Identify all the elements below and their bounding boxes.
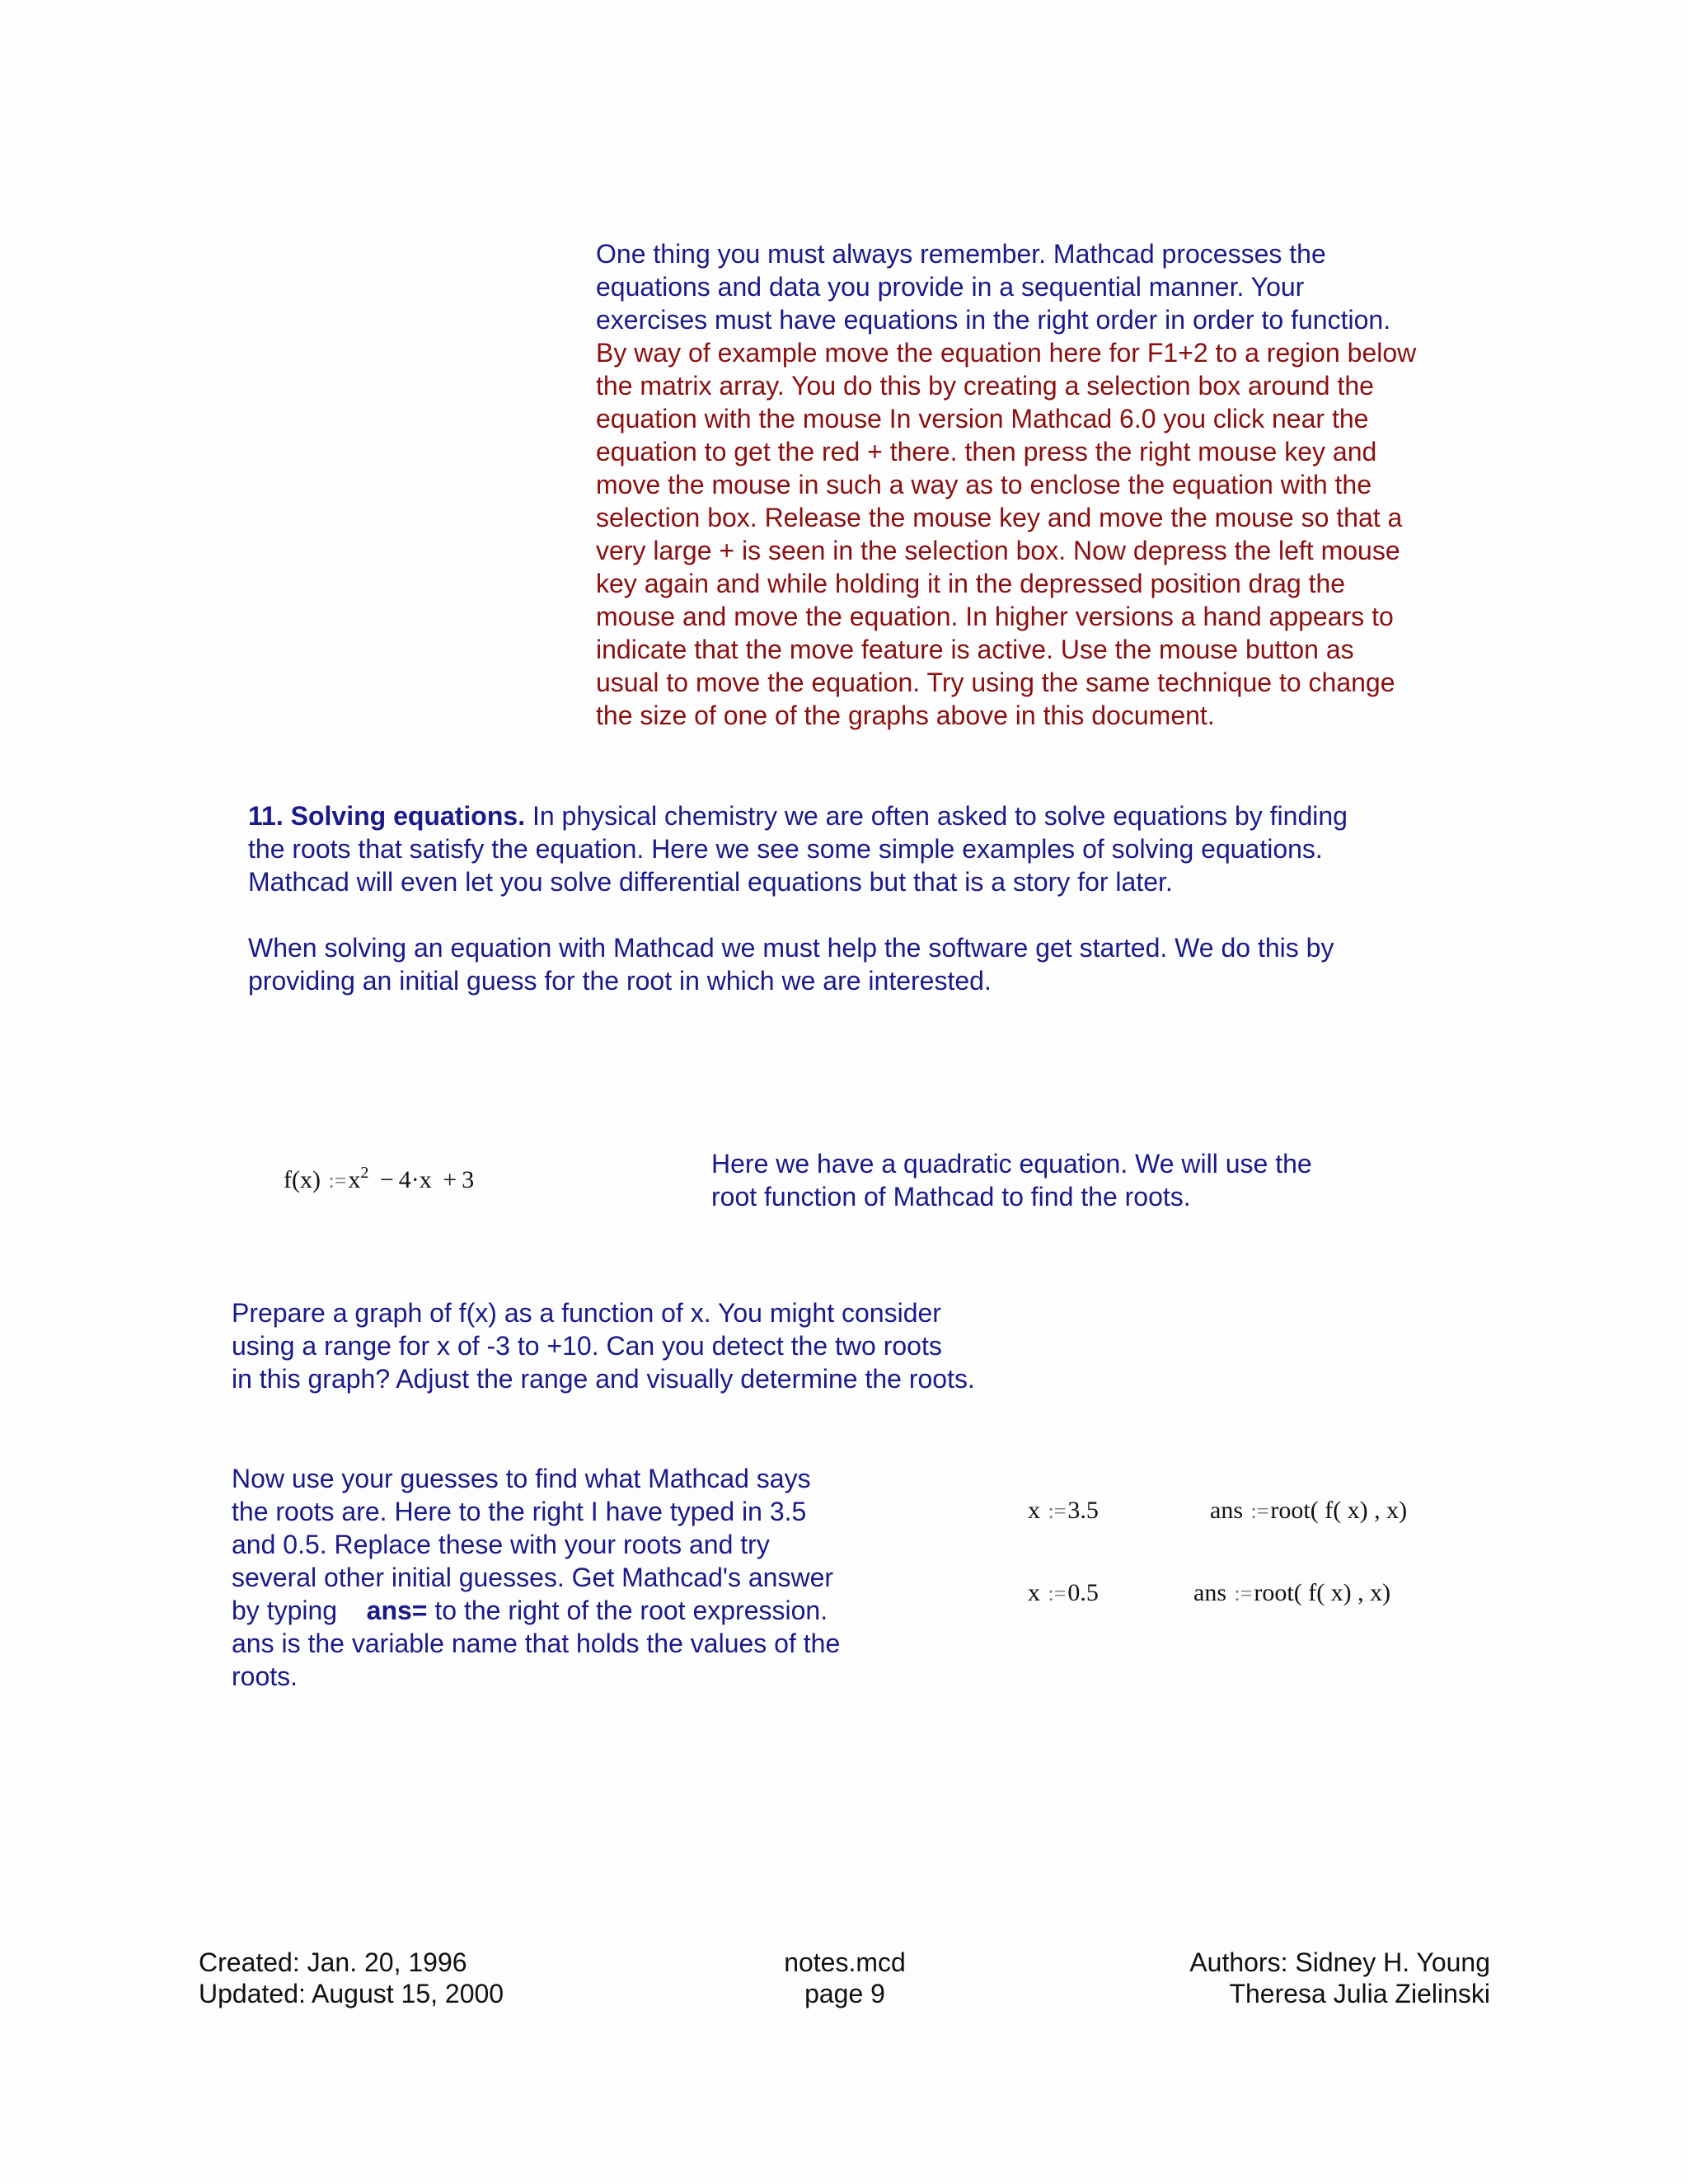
guesses-line: several other initial guesses. Get Mathcad's answer — [232, 1563, 834, 1592]
footer-center — [762, 1947, 927, 2009]
guesses-paragraph — [232, 1462, 840, 1693]
typing-prefix: by typing — [232, 1596, 367, 1625]
graph-instructions — [232, 1296, 975, 1395]
graph-instructions-line: Prepare a graph of f(x) as a function of x. You might consider — [232, 1298, 941, 1328]
root-expression-1[interactable] — [1210, 1496, 1407, 1526]
guess-assignment-1[interactable] — [1028, 1496, 1099, 1526]
minus-operator: − — [379, 1166, 394, 1193]
section-11-line: Mathcad will even let you solve differential equations but that is a story for later. — [248, 867, 1173, 897]
updated-date: Updated: August 15, 2000 — [199, 1979, 504, 2008]
footer-right — [1137, 1947, 1490, 2009]
quadratic-note-line: root function of Mathcad to find the roots. — [711, 1182, 1191, 1212]
assign-operator: := — [1048, 1582, 1067, 1605]
initial-guess-line: When solving an equation with Mathcad we must help the software get started. We do this by — [248, 933, 1334, 963]
ans-keyword: ans= — [366, 1596, 428, 1625]
authors-line-2: Theresa Julia Zielinski — [1229, 1979, 1490, 2008]
example-line: indicate that the move feature is active. Use the mouse button as — [596, 635, 1354, 664]
example-line: very large + is seen in the selection box. Now depress the left mouse — [596, 536, 1400, 565]
file-name: notes.mcd — [784, 1947, 906, 1977]
assign-operator: := — [1250, 1499, 1269, 1523]
root-function-call: root( f( x) , x) — [1254, 1579, 1391, 1606]
root-function-call: root( f( x) , x) — [1270, 1497, 1408, 1524]
guesses-line: the roots are. Here to the right I have typed in 3.5 — [232, 1497, 807, 1526]
intro-paragraph — [596, 237, 1416, 732]
guesses-line: Now use your guesses to find what Mathcad says — [232, 1464, 811, 1493]
graph-instructions-line: using a range for x of -3 to +10. Can you detect the two roots — [232, 1331, 942, 1361]
example-line: usual to move the equation. Try using the same technique to change — [596, 668, 1395, 697]
example-line: By way of example move the equation here for F1+2 to a region below — [596, 338, 1417, 368]
example-line: equation with the mouse In version Mathcad 6.0 you click near the — [596, 404, 1369, 434]
function-exponent: 2 — [360, 1164, 369, 1182]
example-line: selection box. Release the mouse key and move the mouse so that a — [596, 503, 1403, 532]
example-line: key again and while holding it in the depressed position drag the — [596, 569, 1346, 598]
initial-guess-paragraph — [248, 931, 1334, 997]
intro-line: equations and data you provide in a sequential manner. Your — [596, 272, 1305, 302]
page-number: page 9 — [804, 1979, 885, 2008]
plus-operator: + — [443, 1166, 457, 1193]
section-11-first-line — [248, 799, 1348, 832]
intro-line: One thing you must always remember. Mathcad processes the — [596, 239, 1326, 269]
guess-assignment-2[interactable] — [1028, 1578, 1099, 1609]
ans-variable: ans — [1193, 1579, 1226, 1606]
function-base: x — [348, 1166, 361, 1193]
example-line: the size of one of the graphs above in this document. — [596, 701, 1215, 730]
assign-operator: := — [1234, 1582, 1253, 1605]
guesses-line: roots. — [232, 1661, 298, 1691]
assign-operator: := — [328, 1169, 347, 1193]
root-expression-2[interactable] — [1193, 1578, 1390, 1609]
function-lhs: f(x) — [284, 1166, 321, 1193]
guesses-line: and 0.5. Replace these with your roots and try — [232, 1530, 770, 1559]
guesses-line: ans is the variable name that holds the values of the — [232, 1629, 841, 1658]
typing-line — [232, 1594, 840, 1627]
authors-line-1: Authors: Sidney H. Young — [1189, 1947, 1490, 1977]
footer-left — [199, 1947, 504, 2009]
example-line: move the mouse in such a way as to enclose the equation with the — [596, 470, 1372, 499]
guess-variable: x — [1028, 1579, 1040, 1606]
function-constant: 3 — [462, 1166, 475, 1193]
guess-value: 0.5 — [1067, 1579, 1099, 1606]
section-11-line-rest: In physical chemistry we are often asked to solve equations by finding — [525, 801, 1348, 831]
created-date: Created: Jan. 20, 1996 — [199, 1947, 467, 1977]
section-heading: 11. Solving equations. — [248, 801, 526, 831]
example-line: mouse and move the equation. In higher versions a hand appears to — [596, 602, 1394, 631]
function-definition[interactable] — [284, 1165, 474, 1197]
section-11-line: the roots that satisfy the equation. Here we see some simple examples of solving equations. — [248, 834, 1323, 864]
typing-suffix: to the right of the root expression. — [427, 1596, 828, 1625]
assign-operator: := — [1048, 1499, 1067, 1523]
intro-line: exercises must have equations in the right order in order to function. — [596, 305, 1391, 335]
example-line: equation to get the red + there. then press the right mouse key and — [596, 437, 1377, 466]
function-term: 4·x — [398, 1166, 432, 1193]
guess-variable: x — [1028, 1497, 1040, 1524]
quadratic-note — [711, 1147, 1312, 1213]
quadratic-note-line: Here we have a quadratic equation. We will use the — [711, 1149, 1312, 1179]
guess-value: 3.5 — [1067, 1497, 1099, 1524]
graph-instructions-line: in this graph? Adjust the range and visually determine the roots. — [232, 1364, 975, 1394]
section-11-paragraph — [248, 799, 1348, 898]
ans-variable: ans — [1210, 1497, 1243, 1524]
example-line: the matrix array. You do this by creating a selection box around the — [596, 371, 1374, 401]
initial-guess-line: providing an initial guess for the root in which we are interested. — [248, 966, 992, 996]
